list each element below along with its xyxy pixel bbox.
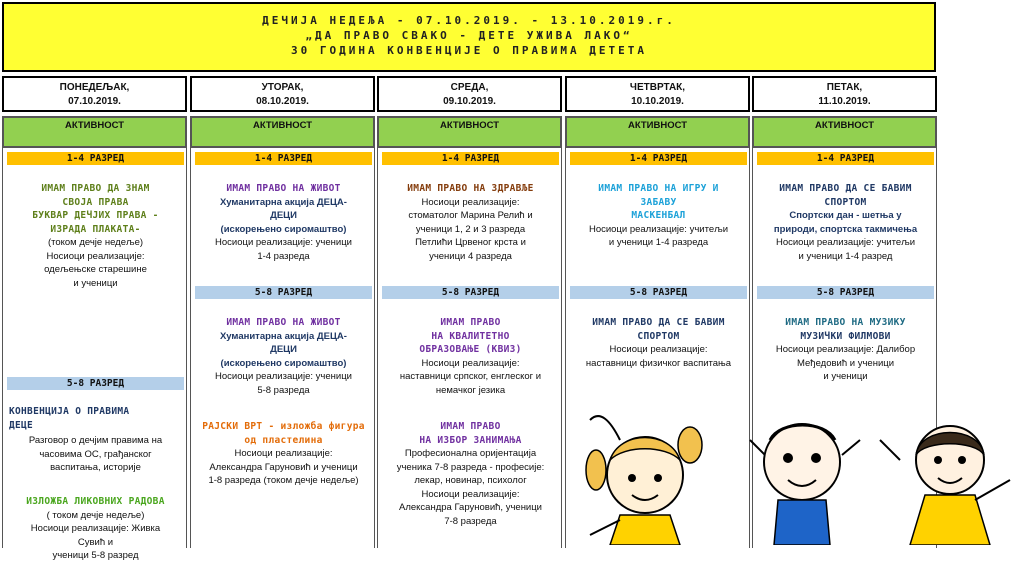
activity-block-lower: ИМАМ ПРАВО ДА СЕ БАВИМ СПОРТОМ Спортски дан - шетња у природи, спортска такмичења Носиоци реализације: учитељи и ученици 1-4 разред [773,183,918,262]
grade-1-4-label: 1-4 РАЗРЕД [382,152,559,165]
activity-block-upper-1: ИМАМ ПРАВО НА МУЗИКУ МУЗИЧКИ ФИЛМОВИ Носиоци реализације: Далибор Међедовић и ученици и ученици [775,317,916,382]
activity-header: АКТИВНОСТ [752,116,937,148]
day-date: 09.10.2019. [443,96,496,107]
day-date: 11.10.2019. [818,96,871,107]
grade-5-8-label: 5-8 РАЗРЕД [757,286,934,299]
activity-block-upper-1: ИМАМ ПРАВО НА КВАЛИТЕТНО ОБРАЗОВАЊЕ (КВИЗ) Носиоци реализације: наставници српског, енглеског и немачког језика [399,317,542,396]
day-header [752,76,937,112]
day-date: 10.10.2019. [631,96,684,107]
activity-block-lower: ИМАМ ПРАВО НА ИГРУ И ЗАБАВУ МАСКЕНБАЛ Носиоци реализације: учитељи и ученици 1-4 разреда [588,183,729,248]
grade-5-8-label: 5-8 РАЗРЕД [570,286,747,299]
activity-block-lower: ИМАМ ПРАВО НА ЗДРАВЉЕ Носиоци реализације: стоматолог Марина Релић и ученици 1, 2 и 3 разреда Петлићи Црвеног крста и ученици 4 разреда [407,183,534,262]
grade-1-4-label: 1-4 РАЗРЕД [570,152,747,165]
activity-header: АКТИВНОСТ [565,116,750,148]
grade-5-8-label: 5-8 РАЗРЕД [382,286,559,299]
activity-block-upper-2: РАЈСКИ ВРТ - изложба фигура од пластелина Носиоци реализације: Александра Гаруновић и ученици 1-8 разреда (током дечје недеље) [202,421,365,486]
activity-block-upper-1: ИМАМ ПРАВО ДА СЕ БАВИМ СПОРТОМ Носиоци реализације: наставници физичког васпитања [585,317,732,369]
girl-figure-icon [586,416,702,545]
day-body [377,148,562,548]
day-name: ПЕТАК, [826,82,863,93]
day-header [377,76,562,112]
activity-block-lower: ИМАМ ПРАВО ДА ЗНАМ СВОЈА ПРАВА БУКВАР ДЕЧЈИХ ПРАВА - ИЗРАДА ПЛАКАТА- (током дечје недеље) Носиоци реализације: одељењске старешине и ученици [32,183,159,289]
day-name: ПОНЕДЕЉАК, [59,82,130,93]
grade-1-4-label: 1-4 РАЗРЕД [195,152,372,165]
day-name: ЧЕТВРТАК, [629,82,686,93]
activity-block-upper-2: ИМАМ ПРАВО НА ИЗБОР ЗАНИМАЊА Професионална оријентација ученика 7-8 разреда - професије: лекар, новинар, психолог Носиоци реализације: Александра Гаруновић, ученици 7-8 разреда [396,421,545,527]
children-illustration [580,400,1024,545]
day-date: 07.10.2019. [68,96,121,107]
header-line-3: 30 ГОДИНА КОНВЕНЦИЈЕ О ПРАВИМА ДЕТЕТА [290,44,648,57]
grade-5-8-label: 5-8 РАЗРЕД [195,286,372,299]
day-date: 08.10.2019. [256,96,309,107]
day-column-wednesday [377,76,562,546]
day-name: УТОРАК, [261,82,304,93]
activity-block-lower: ИМАМ ПРАВО НА ЖИВОТ Хуманитарна акција ДЕЦА- ДЕЦИ (искорењено сиромаштво) Носиоци реализације: ученици 1-4 разреда [215,183,352,262]
day-name: СРЕДА, [450,82,489,93]
activity-block-upper-2: ИЗЛОЖБА ЛИКОВНИХ РАДОВА ( током дечје недеље) Носиоци реализације: Живка Сувић и ученици 5-8 разред [26,496,165,561]
grade-1-4-label: 1-4 РАЗРЕД [757,152,934,165]
boy-figure-icon [750,424,860,545]
activity-block-upper-1: ИМАМ ПРАВО НА ЖИВОТ Хуманитарна акција ДЕЦА- ДЕЦИ (искорењено сиромаштво) Носиоци реализације: ученици 5-8 разреда [215,317,352,396]
day-column-tuesday [190,76,375,546]
header-line-2: „ДА ПРАВО СВАКО - ДЕТЕ УЖИВА ЛАКО“ [305,29,633,42]
activity-header: АКТИВНОСТ [377,116,562,148]
day-header [565,76,750,112]
activity-block-upper-1: КОНВЕНЦИЈА О ПРАВИМА ДЕЦЕ Разговор о дечјим правима на часовима ОС, грађанског васпитања, историје [9,406,163,473]
day-header [2,76,187,112]
page-header [2,2,936,72]
grade-5-8-label: 5-8 РАЗРЕД [7,377,184,390]
day-body [2,148,187,561]
child-figure-icon [880,426,1010,545]
activity-header: АКТИВНОСТ [190,116,375,148]
activity-header: АКТИВНОСТ [2,116,187,148]
header-line-1: ДЕЧИЈА НЕДЕЉА - 07.10.2019. - 13.10.2019.г. [262,14,676,27]
day-body [190,148,375,548]
day-column-monday [2,76,187,561]
day-header [190,76,375,112]
grade-1-4-label: 1-4 РАЗРЕД [7,152,184,165]
